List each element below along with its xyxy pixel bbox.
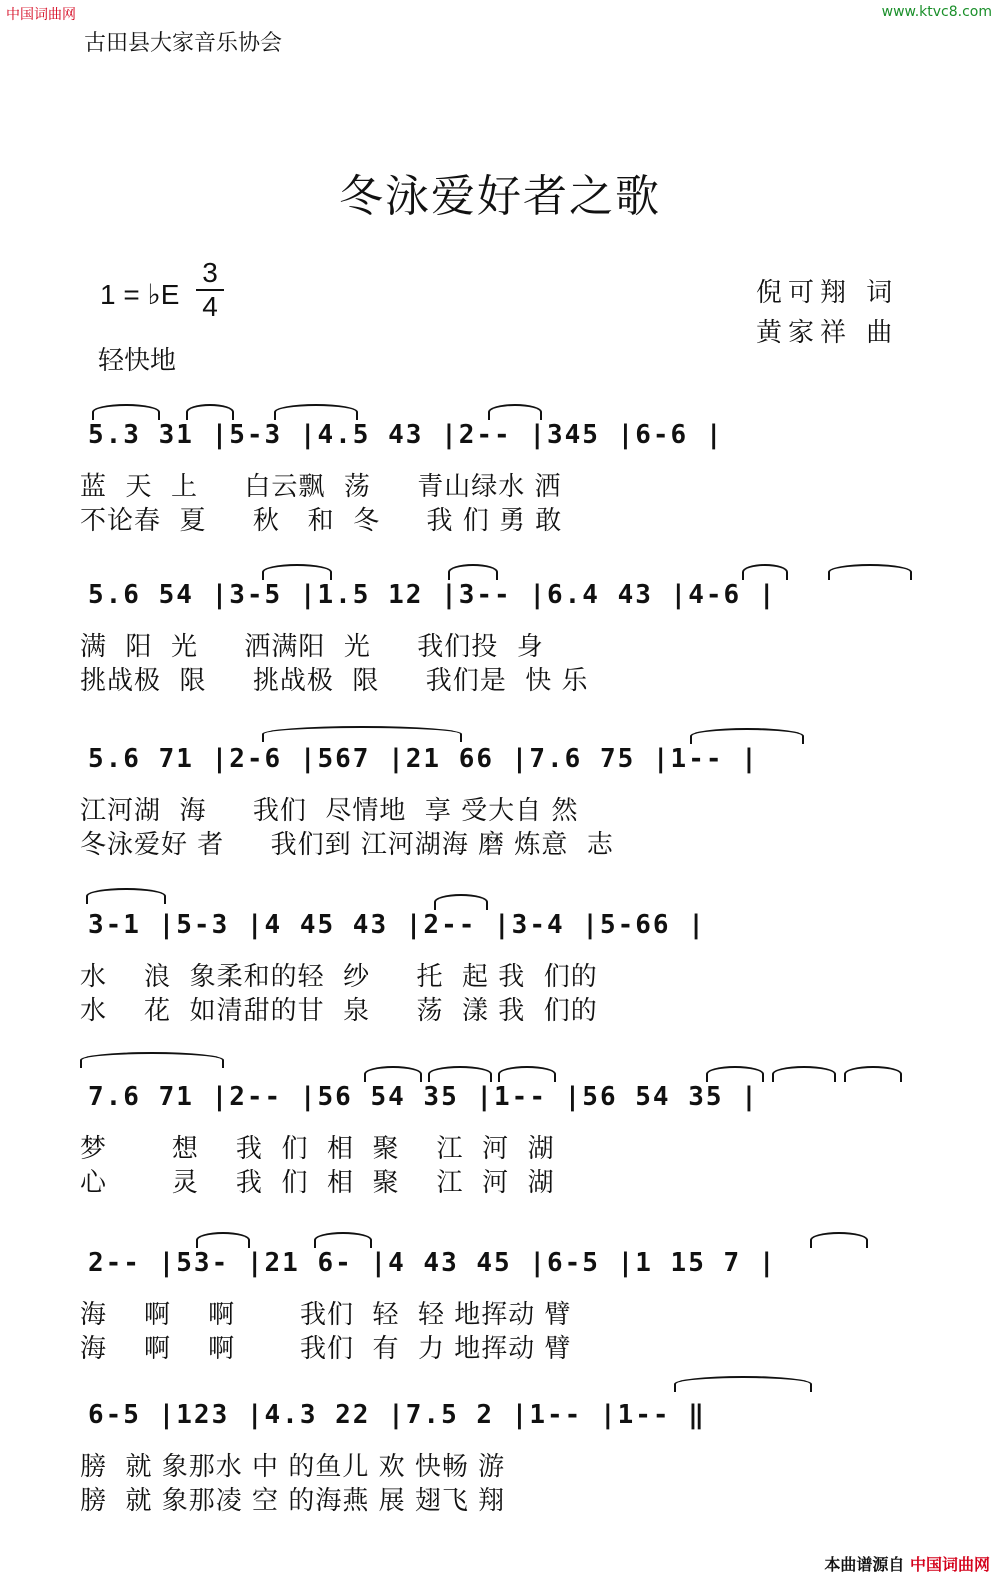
time-signature-top: 3 (202, 257, 218, 288)
footer-source (824, 1552, 990, 1575)
lyrics-verse-1: 梦 想 我 们 相 聚 江 河 湖 (80, 1134, 555, 1164)
lyrics-verse-2: 膀 就 象那凌 空 的海燕 展 翅飞 翔 (80, 1486, 506, 1516)
slur (828, 564, 912, 580)
composer-credit: 黄家祥 曲 (756, 318, 899, 348)
slur (428, 1066, 492, 1082)
watermark-left: 中国词曲网 (6, 7, 76, 23)
time-signature (196, 258, 224, 322)
score-system-2 (0, 580, 1000, 740)
slur (86, 888, 166, 904)
slur (498, 1066, 556, 1082)
lyrics-verse-1: 水 浪 象柔和的轻 纱 托 起 我 们的 (80, 962, 598, 992)
slur (274, 404, 358, 420)
watermark-right: www.ktvc8.com (881, 4, 992, 20)
notation-line: 5.3 31 |5-3 |4.5 43 |2-- |345 |6-6 | (88, 420, 724, 450)
song-title: 冬泳爱好者之歌 (339, 171, 661, 222)
slur (80, 1052, 224, 1068)
notation-line: 5.6 54 |3-5 |1.5 12 |3-- |6.4 43 |4-6 | (88, 580, 777, 610)
slur (674, 1376, 812, 1392)
notation-line: 3-1 |5-3 |4 45 43 |2-- |3-4 |5-66 | (88, 910, 706, 940)
association-name: 古田县大家音乐协会 (84, 31, 283, 56)
time-signature-bottom: 4 (202, 291, 218, 322)
slur (488, 404, 542, 420)
notation-line: 2-- |53- |21 6- |4 43 45 |6-5 |1 15 7 | (88, 1248, 777, 1278)
lyrics-verse-2: 挑战极 限 挑战极 限 我们是 快 乐 (80, 666, 589, 696)
lyrics-verse-1: 满 阳 光 洒满阳 光 我们投 身 (80, 632, 544, 662)
key-signature: 1 = ♭E (100, 279, 180, 310)
lyrics-verse-1: 海 啊 啊 我们 轻 轻 地挥动 臂 (80, 1300, 572, 1330)
score-system-5 (0, 1082, 1000, 1242)
slur (690, 728, 804, 744)
slur (844, 1066, 902, 1082)
slur (186, 404, 234, 420)
lyrics-verse-1: 膀 就 象那水 中 的鱼儿 欢 快畅 游 (80, 1452, 506, 1482)
slur (772, 1066, 836, 1082)
footer-brand[interactable]: 中国词曲网 (909, 1555, 990, 1574)
slur (448, 564, 498, 580)
lyrics-verse-2: 海 啊 啊 我们 有 力 地挥动 臂 (80, 1334, 572, 1364)
footer-source-label: 本曲谱源自 (824, 1555, 905, 1574)
slur (314, 1232, 372, 1248)
lyrics-verse-1: 蓝 天 上 白云飘 荡 青山绿水 洒 (80, 472, 562, 502)
slur (810, 1232, 868, 1248)
score-system-7 (0, 1400, 1000, 1560)
lyrics-verse-1: 江河湖 海 我们 尽情地 享 受大自 然 (80, 796, 579, 826)
notation-line: 5.6 71 |2-6 |567 |21 66 |7.6 75 |1-- | (88, 744, 759, 774)
slur (434, 894, 488, 910)
slur (196, 1232, 250, 1248)
score-system-6 (0, 1248, 1000, 1408)
score-system-3 (0, 744, 1000, 904)
slur (262, 564, 332, 580)
notation-line: 6-5 |123 |4.3 22 |7.5 2 |1-- |1-- ‖ (88, 1400, 706, 1430)
lyricist-credit: 倪可翔 词 (756, 278, 899, 308)
score-system-4 (0, 910, 1000, 1070)
lyrics-verse-2: 心 灵 我 们 相 聚 江 河 湖 (80, 1168, 555, 1198)
lyrics-verse-2: 冬泳爱好 者 我们到 江河湖海 磨 炼意 志 (80, 830, 614, 860)
slur (262, 726, 462, 742)
notation-line: 7.6 71 |2-- |56 54 35 |1-- |56 54 35 | (88, 1082, 759, 1112)
score-system-1 (0, 420, 1000, 580)
tempo-marking: 轻快地 (98, 346, 177, 376)
lyrics-verse-2: 不论春 夏 秋 和 冬 我 们 勇 敢 (80, 506, 563, 536)
slur (742, 564, 788, 580)
slur (364, 1066, 422, 1082)
slur (706, 1066, 764, 1082)
lyrics-verse-2: 水 花 如清甜的甘 泉 荡 漾 我 们的 (80, 996, 598, 1026)
slur (92, 404, 160, 420)
